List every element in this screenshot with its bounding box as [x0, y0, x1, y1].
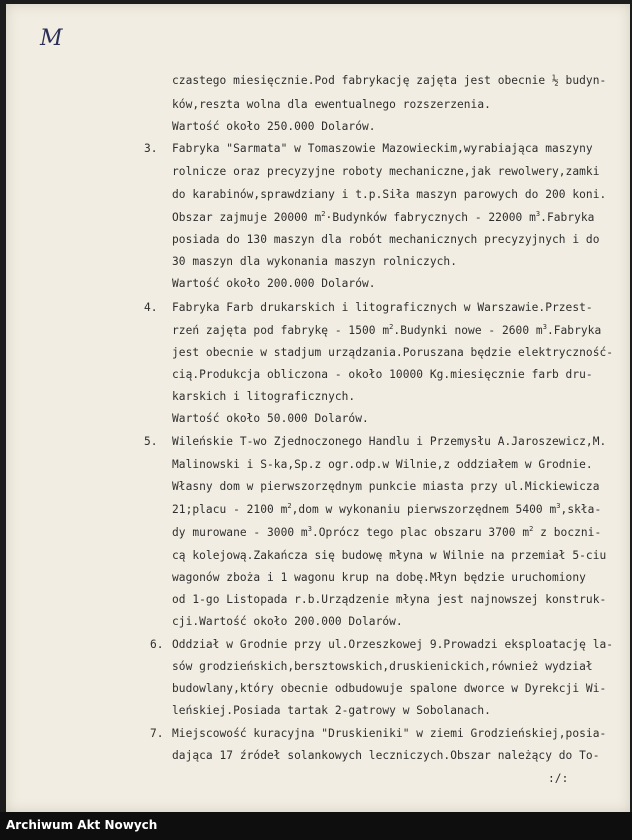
- text-line: rolnicze oraz precyzyjne roboty mechaniczne,jak rewolwery,zamki: [172, 165, 600, 178]
- paragraph-number: 6.: [150, 638, 164, 651]
- text-line: Własny dom w pierwszorzędnym punkcie miasta przy ul.Mickiewicza: [172, 480, 600, 493]
- text-line: jest obecnie w stadjum urządzania.Poruszana będzie elektryczność-: [172, 346, 614, 359]
- text-line: czastego miesięcznie.Pod fabrykację zajęta jest obecnie ½ budyn-: [172, 74, 607, 87]
- paragraph-number: 5.: [144, 435, 158, 448]
- text-line: do karabinów,sprawdziany i t.p.Siła maszyn parowych do 200 koni.: [172, 188, 607, 201]
- continuation-mark: :/:: [548, 772, 569, 785]
- paragraph-number: 4.: [144, 301, 158, 314]
- text-line: Wartość około 50.000 Dolarów.: [172, 412, 369, 425]
- archive-label: Archiwum Akt Nowych: [6, 818, 158, 832]
- text-line: dająca 17 źródeł solankowych leczniczych.Obszar należący do To-: [172, 749, 600, 762]
- paragraph-number: 3.: [144, 142, 158, 155]
- text-line: 21;placu - 2100 $m^2,dom$ w wykonaniu pierwszorzędnem 5400 $m^3,skła-$: [172, 502, 602, 516]
- text-line: od 1-go Listopada r.b.Urządzenie młyna jest najnowszej konstruk-: [172, 593, 607, 606]
- text-line: cji.Wartość około 200.000 Dolarów.: [172, 615, 403, 628]
- text-line: rzeń zajęta pod fabrykę - 1500 $m^2.Budynki$ nowe - 2600 $m^3.Fabryka$: [172, 323, 602, 337]
- text-line: Obszar zajmuje 20000 $m^2\cdot Budynków$ fabrycznych - 22000 $m^3.Fabryka$: [172, 210, 595, 224]
- text-line: Fabryka "Sarmata" w Tomaszowie Mazowieckim,wyrabiająca maszyny: [172, 142, 593, 155]
- text-line: cią.Produkcja obliczona - około 10000 Kg.miesięcznie farb dru-: [172, 368, 593, 381]
- text-line: Malinowski i S-ka,Sp.z ogr.odp.w Wilnie,z oddziałem w Grodnie.: [172, 458, 593, 471]
- text-line: Miejscowość kuracyjna "Druskieniki" w ziemi Grodzieńskiej,posia-: [172, 727, 607, 740]
- document-page: [6, 4, 630, 812]
- text-line: ków,reszta wolna dla ewentualnego rozszerzenia.: [172, 98, 491, 111]
- text-line: dy murowane - 3000 $m^3.Oprócz$ tego plac obszaru 3700 $m^2$ z boczni-: [172, 525, 602, 539]
- text-line: cą kolejową.Zakańcza się budowę młyna w Wilnie na przemiał 5-ciu: [172, 549, 607, 562]
- paragraph-number: 7.: [150, 727, 164, 740]
- text-line: Oddział w Grodnie przy ul.Orzeszkowej 9.Prowadzi eksploatację la-: [172, 638, 614, 651]
- text-line: karskich i litograficznych.: [172, 390, 356, 403]
- text-line: wagonów zboża i 1 wagonu krup na dobę.Młyn będzie uruchomiony: [172, 571, 586, 584]
- text-line: Wartość około 250.000 Dolarów.: [172, 120, 376, 133]
- text-line: leńskiej.Posiada tartak 2-gatrowy w Sobolanach.: [172, 704, 491, 717]
- text-line: Wileńskie T-wo Zjednoczonego Handlu i Przemysłu A.Jaroszewicz,M.: [172, 435, 607, 448]
- text-line: posiada do 130 maszyn dla robót mechanicznych precyzyjnych i do: [172, 233, 600, 246]
- text-line: Wartość około 200.000 Dolarów.: [172, 277, 376, 290]
- text-line: sów grodzieńskich,bersztowskich,druskienickich,również wydział: [172, 660, 593, 673]
- text-line: Fabryka Farb drukarskich i litograficznych w Warszawie.Przest-: [172, 301, 593, 314]
- text-line: budowlany,który obecnie odbudowuje spalone dworce w Dyrekcji Wi-: [172, 682, 607, 695]
- text-line: 30 maszyn dla wykonania maszyn rolniczych.: [172, 255, 457, 268]
- handwritten-mark: M: [40, 26, 63, 51]
- archive-footer: [0, 812, 632, 840]
